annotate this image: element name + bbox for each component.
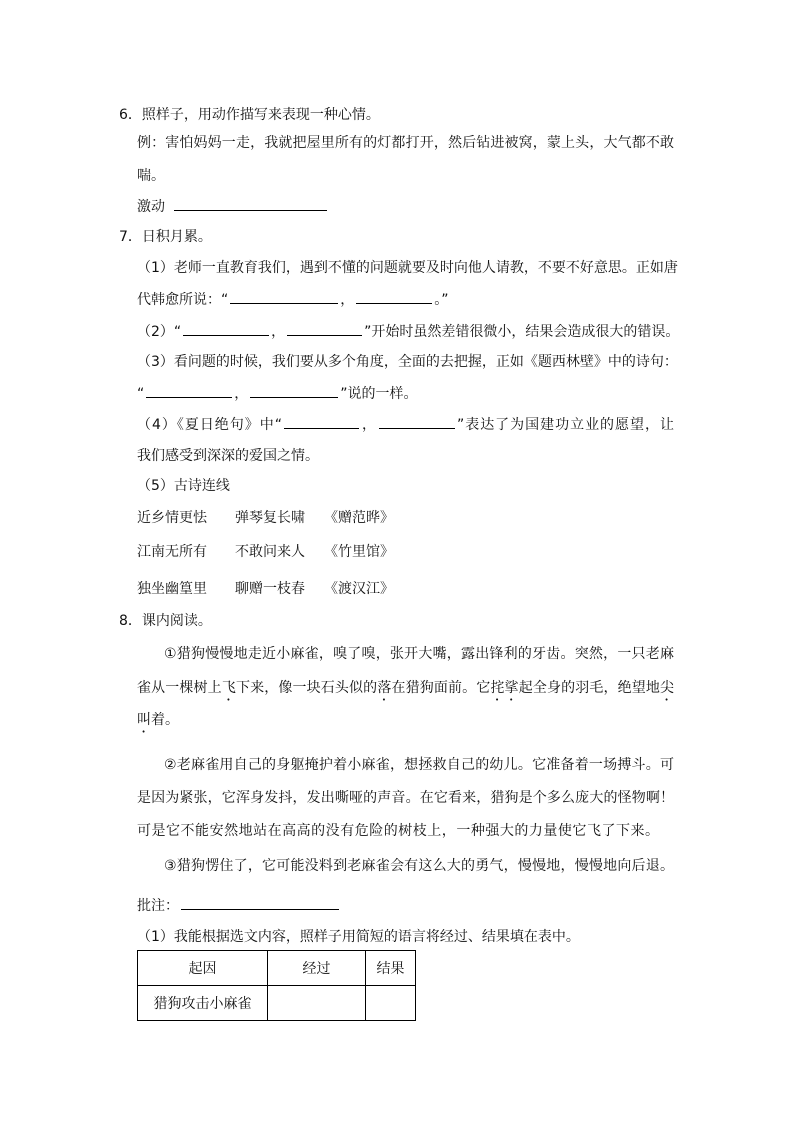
table-header: 经过 [268,951,366,986]
match-row [137,542,394,562]
table-cell-input[interactable] [268,986,366,1021]
table-header: 结果 [366,951,416,986]
para2-line3: 可是它不能安然地站在高高的没有危险的树枝上，一种强大的力量使它飞了下来。 [137,823,659,839]
answer-blank[interactable] [287,321,362,336]
annotation-label: 批注： [137,898,179,914]
q7-p4 [137,414,674,435]
answer-table [137,950,416,1021]
table-header: 起因 [138,951,268,986]
text: 雀从一棵树上 [137,680,222,696]
q6-example: 例：害怕妈妈一走，我就把屋里所有的灯都打开，然后钻进被窝，蒙上头，大气都不敢 [137,135,674,151]
emphasized-word: 挓挲 [490,680,519,696]
poem-line[interactable]: 不敢问来人 [235,544,305,560]
text: 代韩愈所说：“ [137,292,229,308]
text: 起全身的羽毛，绝望地 [518,680,661,696]
match-row [137,579,394,599]
text: 着。 [151,712,179,728]
text: 在猎狗面前。它 [391,680,491,696]
annotation-blank[interactable] [181,895,339,910]
table-cell-input[interactable] [366,986,416,1021]
q6-answer-blank[interactable] [174,196,327,211]
answer-blank[interactable] [230,289,338,304]
para1-line2 [137,678,674,704]
text: ， [361,417,377,433]
poem-title[interactable]: 《竹里馆》 [324,544,394,560]
q7-p1-blanks [137,289,449,310]
para2-line1: ②老麻雀用自己的身躯掩护着小麻雀，想拯救自己的幼儿。它准备着一场搏斗。可 [164,757,674,773]
text: ， [234,386,249,402]
emphasized-word: 尖 [660,680,675,696]
q6-example-end: 喘。 [137,168,165,184]
poem-title[interactable]: 《渡汉江》 [324,581,394,597]
answer-blank[interactable] [379,414,455,429]
text: ， [271,324,286,340]
poem-title[interactable]: 《赠范晔》 [324,510,394,526]
table-cell: 猎狗攻击小麻雀 [138,986,268,1021]
q8-title: 8．课内阅读。 [119,613,212,629]
poem-line[interactable]: 聊赠一枝春 [235,581,305,597]
para1-line1: ①猎狗慢慢地走近小麻雀，嗅了嗅，张开大嘴，露出锋利的牙齿。突然，一只老麻 [164,646,674,662]
q6-answer-line [137,196,329,217]
poem-line[interactable]: 江南无所有 [137,544,207,560]
match-row [137,508,394,528]
q7-p3: （3）看问题的时候，我们要从多个角度，全面的去把握，正如《题西林壁》中的诗句： [137,354,678,370]
text: 下来，像一块石头似的 [235,680,378,696]
q7-title: 7．日积月累。 [119,229,212,245]
para1-line3 [137,710,179,736]
answer-blank[interactable] [356,289,432,304]
text: （4）《夏日绝句》中“ [137,417,282,433]
poem-line[interactable]: 独坐幽篁里 [137,581,207,597]
text: ”开始时虽然差错很微小，结果会造成很大的错误。 [364,324,680,340]
para2-line2: 是因为紧张，它浑身发抖，发出嘶哑的声音。在它看来，猎狗是个多么庞大的怪物啊！ [137,790,674,806]
q7-p4-end: 我们感受到深深的爱国之情。 [137,448,319,464]
answer-blank[interactable] [250,383,338,398]
text: 。” [434,292,449,308]
answer-blank[interactable] [146,383,232,398]
q7-p1: （1）老师一直教育我们，遇到不懂的问题就要及时向他人请教，不要不好意思。正如唐 [137,260,678,276]
text: ， [340,292,355,308]
para3: ③猎狗愣住了，它可能没料到老麻雀会有这么大的勇气，慢慢地，慢慢地向后退。 [164,858,674,874]
answer-blank[interactable] [183,321,269,336]
q6-title: 6．照样子，用动作描写来表现一种心情。 [119,107,380,123]
emphasized-word: 飞 [221,680,236,696]
text: ”说的一样。 [340,386,418,402]
text: “ [137,386,145,402]
answer-blank[interactable] [284,414,359,429]
text: ”表达了为国建功立业的愿望，让 [456,417,674,433]
q7-p3-blanks [137,383,418,404]
q7-p5: （5）古诗连线 [137,478,230,494]
poem-line[interactable]: 近乡情更怯 [137,510,207,526]
q7-p2 [137,321,679,342]
q6-prompt: 激动 [137,199,165,215]
poem-line[interactable]: 弹琴复长啸 [235,510,305,526]
emphasized-word: 叫 [137,712,151,728]
annotation-line [137,895,341,916]
q8-sub1: （1）我能根据选文内容，照样子用简短的语言将经过、结果填在表中。 [137,929,580,945]
emphasized-word: 落 [377,680,392,696]
text: （2）“ [137,324,182,340]
